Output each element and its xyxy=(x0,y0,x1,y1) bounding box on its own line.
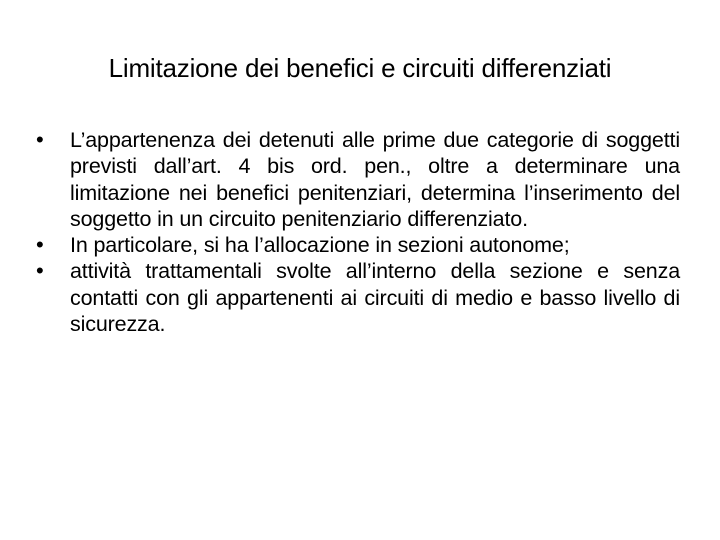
bullet-item-attivita-trattamentali xyxy=(36,258,680,337)
bullet-text: L’appartenenza dei detenuti alle prime due categorie di soggetti previsti dall’art. 4 bis ord. pen., oltre a determinare una limitazione nei benefici penitenziari, determina l’inserimento del soggetto in un circuito penitenziario differenziato. xyxy=(70,128,680,231)
bullet-item-sezioni-autonome xyxy=(36,232,680,258)
bullet-icon: • xyxy=(36,258,44,284)
bullet-item-appartenenza xyxy=(36,127,680,232)
bullet-list xyxy=(36,127,680,337)
bullet-text: In particolare, si ha l’allocazione in sezioni autonome; xyxy=(70,233,570,258)
bullet-text: attività trattamentali svolte all’interno della sezione e senza contatti con gli appartenenti ai circuiti di medio e basso livello di sicurezza. xyxy=(70,259,680,337)
slide-title: Limitazione dei benefici e circuiti differenziati xyxy=(108,53,612,83)
bullet-icon: • xyxy=(36,232,44,258)
bullet-icon: • xyxy=(36,127,44,152)
